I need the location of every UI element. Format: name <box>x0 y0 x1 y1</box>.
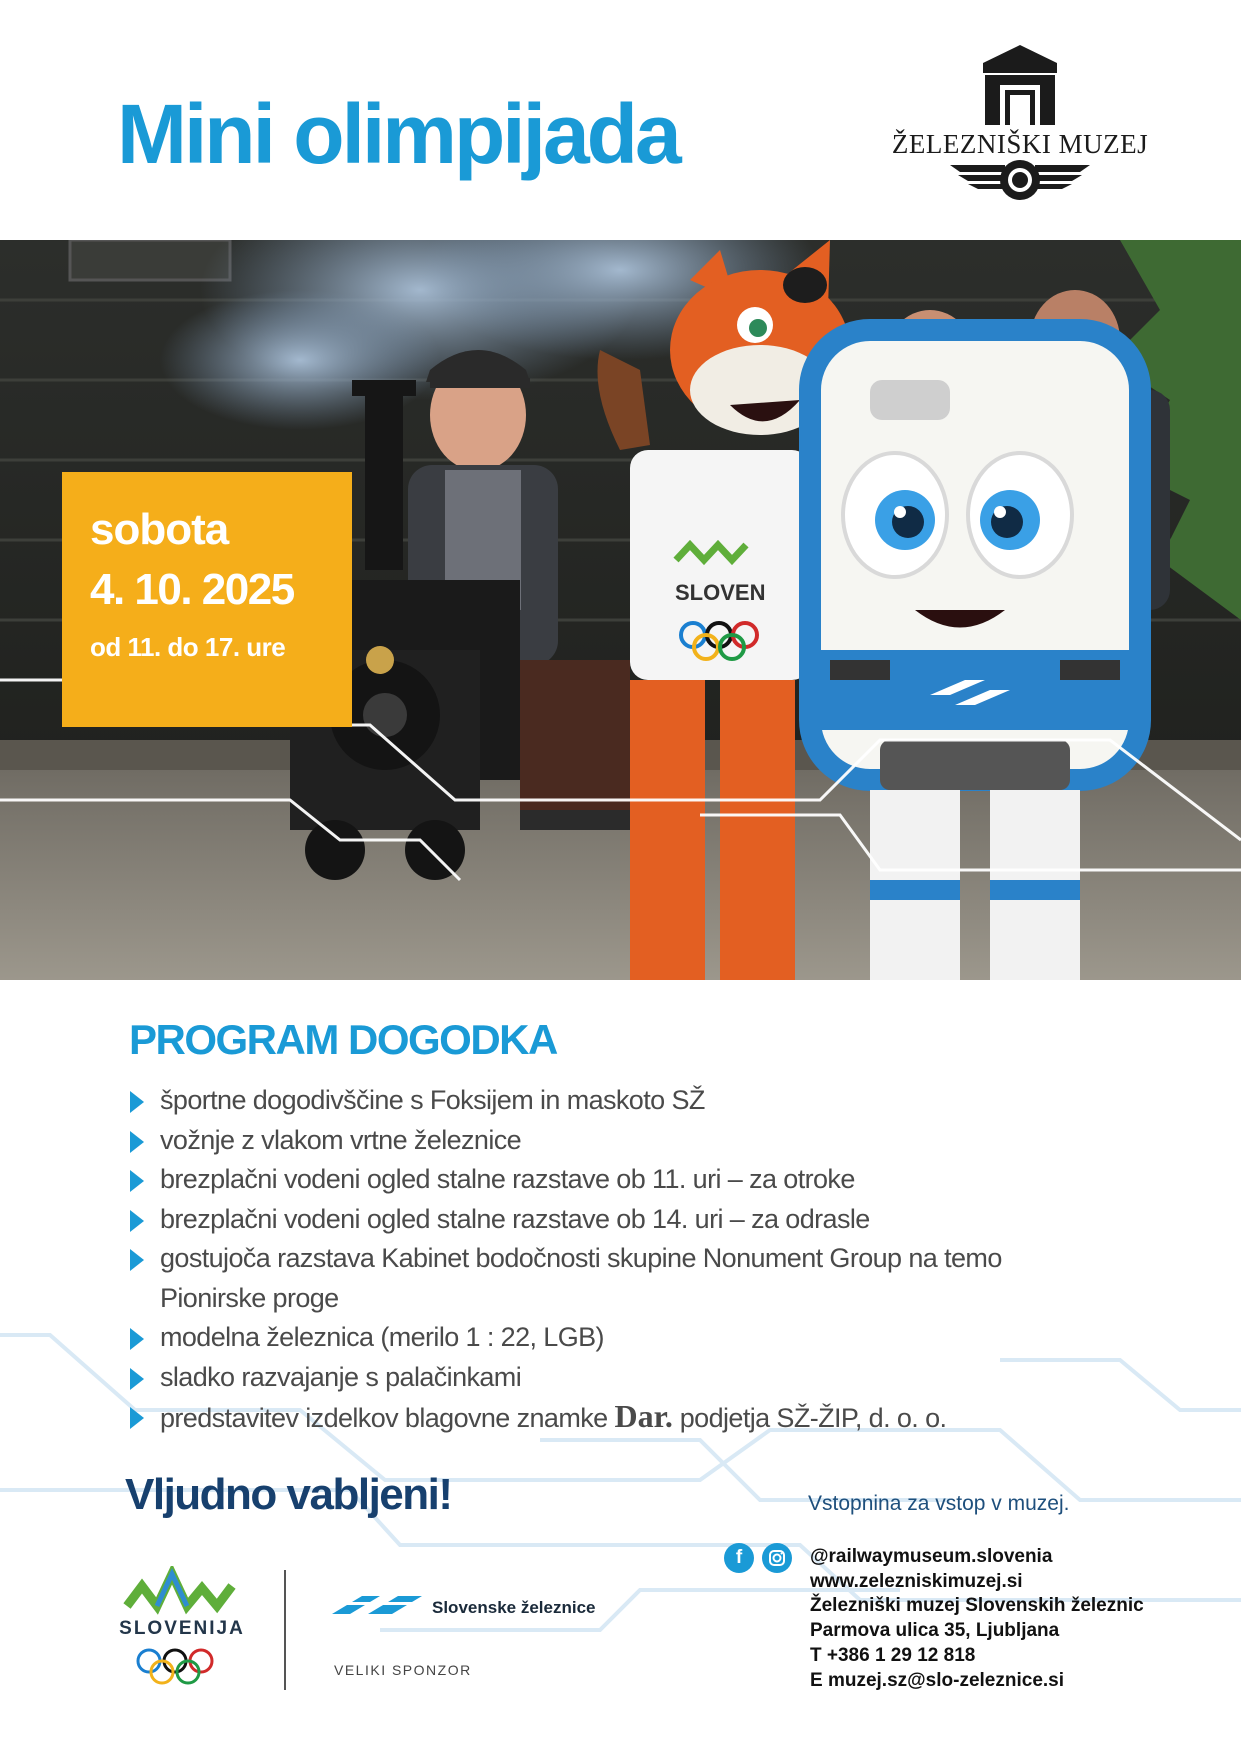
page-title: Mini olimpijada <box>117 87 679 181</box>
slovenija-mountains-icon <box>117 1566 247 1616</box>
phone: T +386 1 29 12 818 <box>810 1644 976 1666</box>
event-hours: od 11. do 17. ure <box>90 632 286 662</box>
triangle-bullet-icon <box>130 1368 144 1390</box>
triangle-bullet-icon <box>130 1131 144 1153</box>
list-item: gostujoča razstava Kabinet bodočnosti skupine Nonument Group na temo Pionirske proge <box>128 1239 1068 1318</box>
entry-note: Vstopnina za vstop v muzej. <box>808 1492 1070 1515</box>
list-item: športne dogodivščine s Foksijem in maskoto SŽ <box>128 1081 1128 1121</box>
slovenija-logo-text: SLOVENIJA <box>119 1618 245 1639</box>
event-date: 4. 10. 2025 <box>90 565 294 614</box>
svg-text:SLOVEN: SLOVEN <box>675 580 766 605</box>
list-item: predstavitev izdelkov blagovne znamke Dar. podjetja SŽ-ŽIP, d. o. o. <box>128 1397 1128 1439</box>
triangle-bullet-icon <box>130 1328 144 1350</box>
event-date-box <box>62 472 352 727</box>
museum-logo <box>880 45 1160 225</box>
organization-name: Železniški muzej Slovenskih železnic <box>810 1595 1144 1617</box>
triangle-bullet-icon <box>130 1170 144 1192</box>
olympic-rings-icon <box>117 1646 247 1686</box>
sz-logo-text: Slovenske železnice <box>432 1598 596 1617</box>
sponsor-label: VELIKI SPONZOR <box>334 1662 472 1678</box>
list-item: modelna železnica (merilo 1 : 22, LGB) <box>128 1318 1128 1358</box>
museum-logo-text: ŽELEZNIŠKI MUZEJ <box>891 129 1149 159</box>
contact-block <box>810 1545 1144 1693</box>
triangle-bullet-icon <box>130 1091 144 1113</box>
sz-logo-icon <box>332 1588 427 1618</box>
list-item: sladko razvajanje s palačinkami <box>128 1358 1128 1398</box>
welcome-text: Vljudno vabljeni! <box>125 1470 452 1519</box>
sz-logo <box>332 1588 596 1623</box>
triangle-bullet-icon <box>130 1249 144 1271</box>
triangle-bullet-icon <box>130 1407 144 1429</box>
facebook-icon[interactable]: f <box>724 1543 754 1573</box>
slovenija-logo <box>117 1566 247 1686</box>
event-day: sobota <box>90 505 229 554</box>
dar-brand-logo: Dar. <box>614 1398 673 1434</box>
program-list <box>128 1081 1128 1439</box>
logo-divider <box>284 1570 286 1690</box>
address: Parmova ulica 35, Ljubljana <box>810 1620 1060 1642</box>
instagram-icon[interactable] <box>762 1543 792 1573</box>
email-link[interactable]: E muzej.sz@slo-zeleznice.si <box>810 1669 1065 1691</box>
triangle-bullet-icon <box>130 1210 144 1232</box>
website-link[interactable]: www.zelezniskimuzej.si <box>810 1570 1023 1592</box>
social-handle[interactable]: @railwaymuseum.slovenia <box>810 1546 1053 1567</box>
list-item: brezplačni vodeni ogled stalne razstave ob 11. uri – za otroke <box>128 1160 1128 1200</box>
list-item: brezplačni vodeni ogled stalne razstave ob 14. uri – za odrasle <box>128 1200 1128 1240</box>
program-title: PROGRAM DOGODKA <box>129 1016 557 1063</box>
list-item: vožnje z vlakom vrtne železnice <box>128 1121 1128 1161</box>
